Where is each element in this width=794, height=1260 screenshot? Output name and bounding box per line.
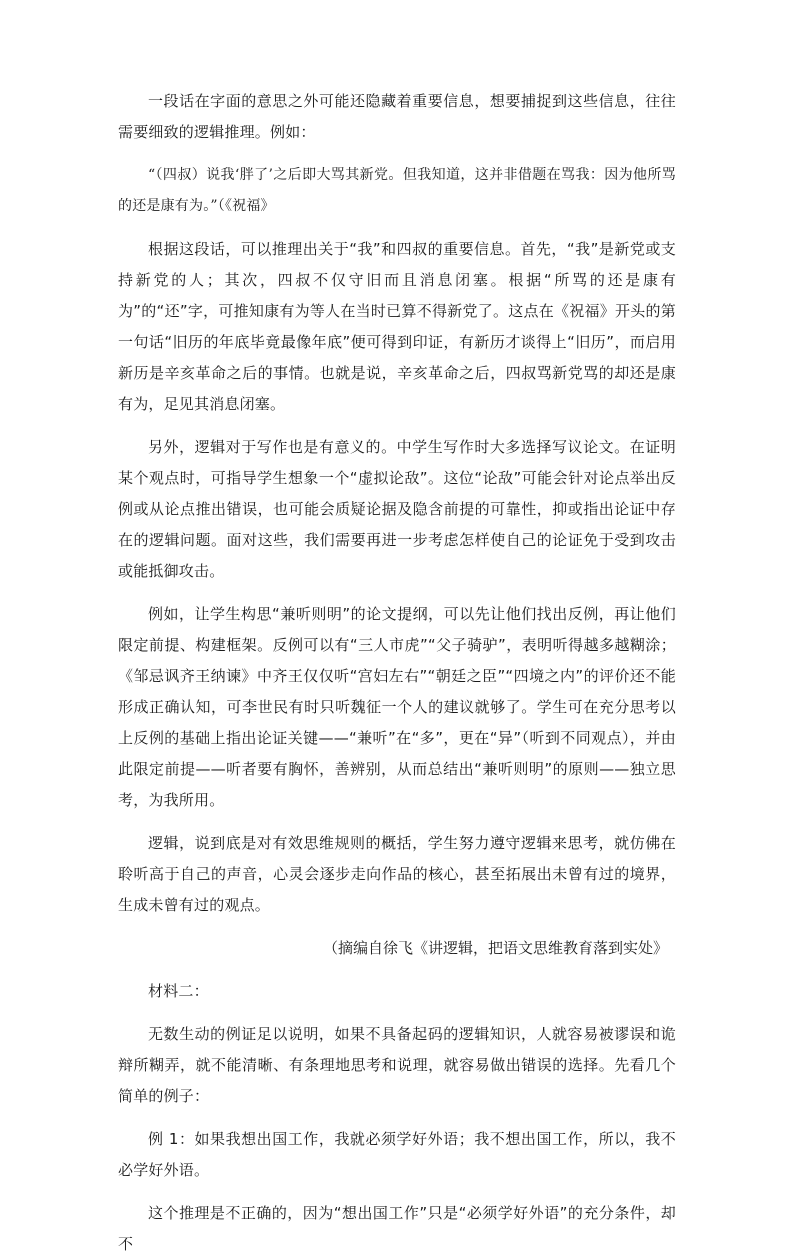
paragraph-analysis: 根据这段话，可以推理出关于“我”和四叔的重要信息。首先，“我”是新党或支持新党的人；其次，四叔不仅守旧而且消息闭塞。根据“所骂的还是康有为”的“还”字，可推知康有为等人在当时已算不得新党了。这点在《祝福》开头的第一句话“旧历的年底毕竟最像年底”便可得到印证，有新历才谈得上“旧历”，而启用新历是辛亥革命之后的事情。也就是说，辛亥革命之后，四叔骂新党骂的却还是康有为，足见其消息闭塞。 (118, 240, 676, 413)
paragraph-writing: 另外，逻辑对于写作也是有意义的。中学生写作时大多选择写议论文。在证明某个观点时，可指导学生想象一个“虚拟论敌”。这位“论敌”可能会针对论点举出反例或从论点推出错误，也可能会质疑论据及隐含前提的可靠性，抑或指出论证中存在的逻辑问题。面对这些，我们需要再进一步考虑怎样使自己的论证免于受到攻击或能抵御攻击。 (118, 438, 676, 580)
paragraph-intro: 一段话在字面的意思之外可能还隐藏着重要信息，想要捕捉到这些信息，往往需要细致的逻辑推理。例如： (118, 92, 676, 141)
paragraph-example-one: 例 1：如果我想出国工作，我就必须学好外语；我不想出国工作，所以，我不必学好外语。 (118, 1130, 676, 1179)
paragraph-reasoning: 这个推理是不正确的，因为“想出国工作”只是“必须学好外语”的充分条件，却不 (118, 1204, 676, 1253)
source-citation: （摘编自徐飞《讲逻辑，把语文思维教育落到实处》 (322, 939, 668, 957)
paragraph-conclusion: 逻辑，说到底是对有效思维规则的概括，学生努力遵守逻辑来思考，就仿佛在聆听高于自己的声音，心灵会逐步走向作品的核心，甚至拓展出未曾有过的境界，生成未曾有过的观点。 (118, 834, 676, 914)
paragraph-material-two: 无数生动的例证足以说明，如果不具备起码的逻辑知识，人就容易被谬误和诡辩所糊弄，就不能清晰、有条理地思考和说理，就容易做出错误的选择。先看几个简单的例子： (118, 1025, 676, 1105)
document-page (118, 86, 676, 1260)
material-two-heading: 材料二： (148, 982, 209, 1000)
paragraph-quote: “（四叔）说我‘胖了’之后即大骂其新党。但我知道，这并非借题在骂我：因为他所骂的还是康有为。”（《祝福》 (118, 167, 676, 214)
paragraph-example: 例如，让学生构思“兼听则明”的论文提纲，可以先让他们找出反例，再让他们限定前提、构建框架。反例可以有“三人市虎”“父子骑驴”，表明听得越多越糊涂；《邹忌讽齐王纳谏》中齐王仅仅听“宫妇左右”“朝廷之臣”“四境之内”的评价还不能形成正确认知，可李世民有时只听魏征一个人的建议就够了。学生可在充分思考以上反例的基础上指出论证关键——“兼听”在“多”，更在“异”（听到不同观点），并由此限定前提——听者要有胸怀，善辨别，从而总结出“兼听则明”的原则——独立思考，为我所用。 (118, 605, 676, 809)
